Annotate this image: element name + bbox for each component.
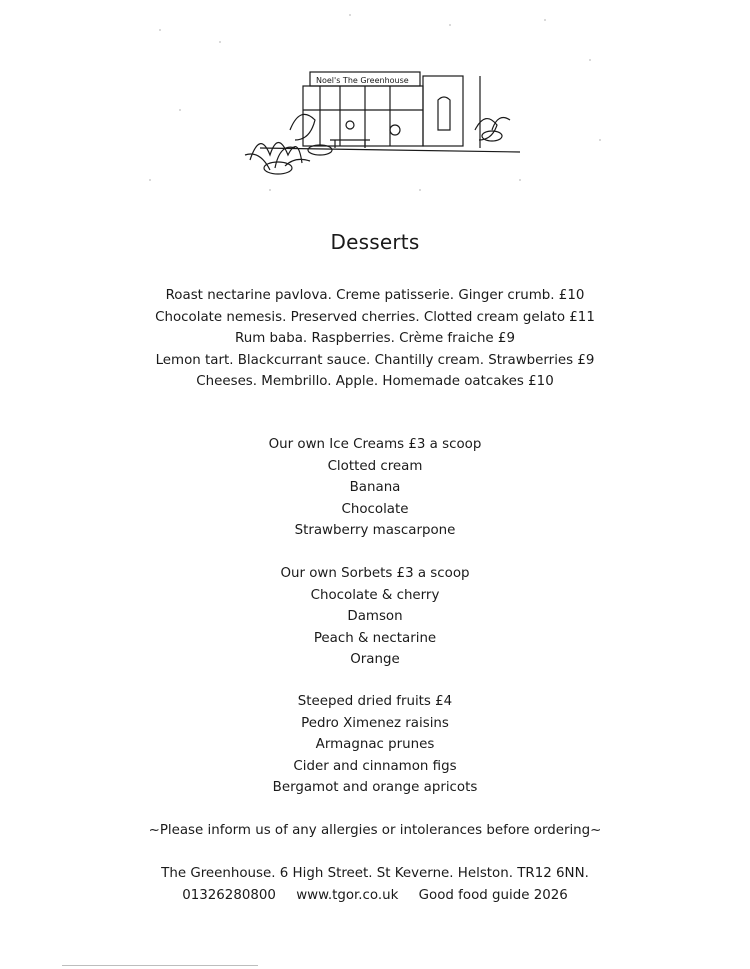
sorbet-section bbox=[0, 563, 750, 671]
steeped-fruit-item: Pedro Ximenez raisins bbox=[301, 715, 449, 731]
ice-cream-item: Banana bbox=[349, 480, 401, 495]
steeped-fruits-section bbox=[0, 691, 750, 799]
contact-line bbox=[0, 885, 750, 907]
restaurant-sketch-illustration bbox=[120, 0, 640, 200]
ice-cream-item: Chocolate bbox=[341, 501, 409, 517]
ice-cream-section bbox=[0, 434, 750, 542]
allergy-notice-section bbox=[0, 820, 750, 842]
sorbet-item: Peach & nectarine bbox=[313, 630, 437, 646]
sorbet-heading: Our own Sorbets £3 a scoop bbox=[280, 566, 470, 581]
steeped-fruit-item: Bergamot and orange apricots bbox=[272, 780, 478, 795]
ice-cream-item: Clotted cream bbox=[327, 458, 423, 474]
steeped-fruit-item: Armagnac prunes bbox=[315, 737, 435, 752]
dessert-list bbox=[0, 285, 750, 393]
steeped-fruits-heading: Steeped dried fruits £4 bbox=[297, 694, 453, 709]
dessert-item: Rum baba. Raspberries. Crème fraiche £9 bbox=[235, 331, 515, 346]
dessert-item: Chocolate nemesis. Preserved cherries. Clotted cream gelato £11 bbox=[155, 309, 595, 325]
ice-cream-item: Strawberry mascarpone bbox=[294, 523, 456, 538]
award-text: Good food guide 2026 bbox=[418, 887, 568, 903]
divider bbox=[62, 965, 258, 966]
steeped-fruit-item: Cider and cinnamon figs bbox=[293, 758, 457, 774]
dessert-item: Cheeses. Membrillo. Apple. Homemade oatcakes £10 bbox=[196, 374, 554, 389]
allergy-notice: ~Please inform us of any allergies or intolerances before ordering~ bbox=[148, 823, 602, 838]
phone-number: 01326280800 bbox=[182, 887, 276, 903]
svg-text:Noel's The Greenhouse: Noel's The Greenhouse bbox=[316, 76, 409, 85]
footer bbox=[0, 863, 750, 906]
dessert-item: Roast nectarine pavlova. Creme patisserie. Ginger crumb. £10 bbox=[165, 288, 585, 303]
dessert-item: Lemon tart. Blackcurrant sauce. Chantilly cream. Strawberries £9 bbox=[155, 352, 595, 368]
ice-cream-heading: Our own Ice Creams £3 a scoop bbox=[268, 437, 482, 452]
page-title: Desserts bbox=[330, 230, 420, 254]
sorbet-item: Damson bbox=[347, 609, 403, 624]
address: The Greenhouse. 6 High Street. St Keverne. Helston. TR12 6NN. bbox=[161, 866, 589, 881]
sorbet-item: Chocolate & cherry bbox=[310, 587, 440, 603]
website-link[interactable]: www.tgor.co.uk bbox=[296, 887, 399, 903]
sorbet-item: Orange bbox=[350, 652, 400, 667]
